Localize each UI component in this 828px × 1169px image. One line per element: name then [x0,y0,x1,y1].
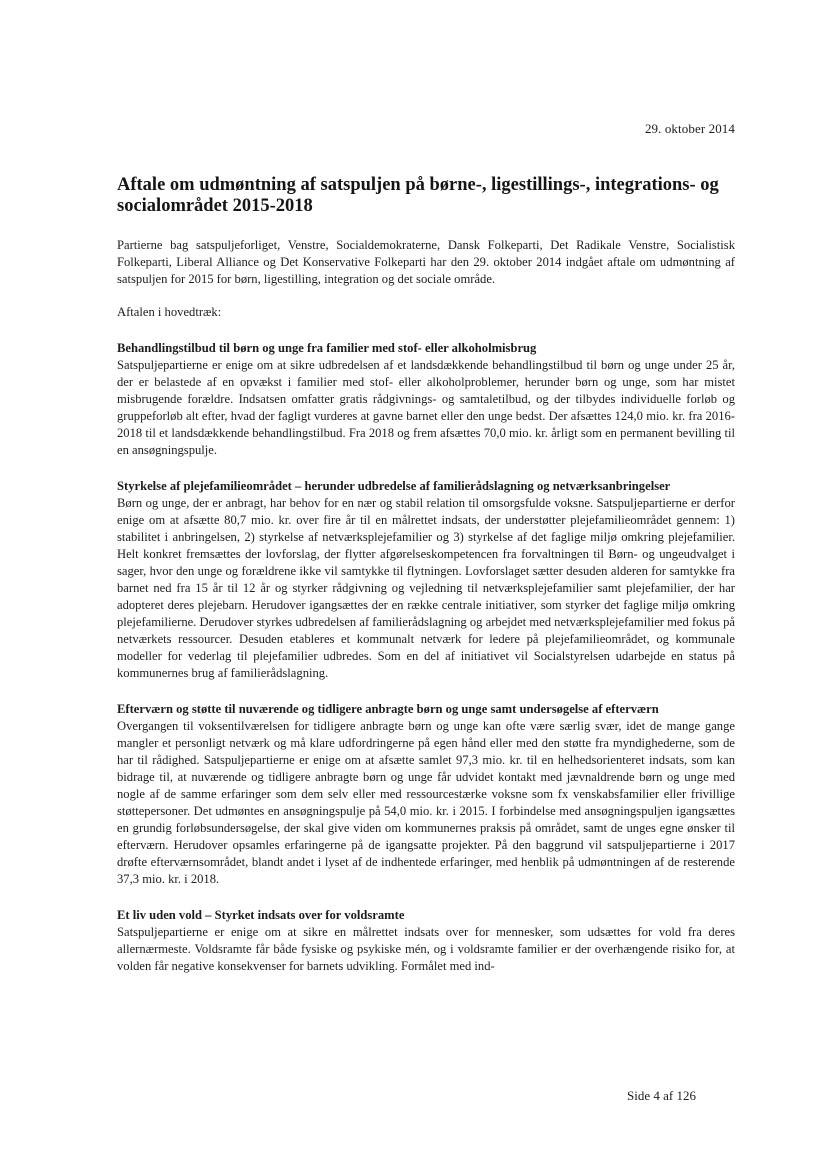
summary-lead: Aftalen i hovedtræk: [117,305,222,319]
section-aftercare [117,701,735,888]
section-substance-abuse-treatment [117,340,735,459]
section-heading: Efterværn og støtte til nuværende og tidligere anbragte børn og unge samt undersøgelse af efterværn [117,702,659,716]
document-title: Aftale om udmøntning af satspuljen på børne-, ligestillings-, integrations- og socialområdet 2015-2018 [117,175,719,216]
page-number: Side 4 af 126 [627,1088,696,1103]
section-life-without-violence [117,907,735,975]
section-body: Børn og unge, der er anbragt, har behov for en nær og stabil relation til omsorgsfulde voksne. Satspuljepartierne er derfor enige om at afsætte 80,7 mio. kr. over fire år til en målrettet indsats, der understøtter plejefamilieområdet gennem: 1) stabilitet i anbringelsen, 2) styrkelse af netværksplejefamilier og 3) styrkelse af det faglige miljø omkring plejefamilier. Helt konkret fremsættes der lovforslag, der flytter afgørelseskompetencen fra forvaltningen til Børn- og ungeudvalget i sager, hvor den unge og forældrene ikke vil samtykke til flytningen. Lovforslaget sætter desuden alderen for samtykke fra barnet ned fra 15 år til 12 år og styrker rådgivning og vejledning til netværksplejefamilier samt plejefamilier, der har adopteret deres plejebarn. Herudover igangsættes der en række centrale initiativer, som styrker det faglige miljø omkring plejefamilierne. Derudover styrkes udbredelsen af familierådslagning og arbejdet med netværksplejefamilier med fokus på netværkets ressourcer. Desuden etableres et kommunalt netværk for ledere på plejefamilieområdet, og kommunale modeller for vederlag til plejefamilier udbredes. Som en del af initiativet vil Socialstyrelsen udarbejde en status på kommunernes brug af familierådslagning. [117,496,735,680]
section-foster-family-area [117,478,735,682]
document-date: 29. oktober 2014 [644,121,735,136]
intro-paragraph: Partierne bag satspuljeforliget, Venstre, Socialdemokraterne, Dansk Folkeparti, Det Radikale Venstre, Socialistisk Folkeparti, Liberal Alliance og Det Konservative Folkeparti har den 29. oktober 2014 indgået aftale om udmøntning af satspuljen for 2015 for børn, ligestilling, integration og det sociale område. [117,238,735,286]
section-heading: Et liv uden vold – Styrket indsats over for voldsramte [117,908,405,922]
section-body: Satspuljepartierne er enige om at sikre udbredelsen af et landsdækkende behandlingstilbud til børn og unge under 25 år, der er belastede af en opvækst i familier med stof- eller alkoholproblemer, herunder børn og unge, som har mistet misbrugende forældre. Indsatsen omfatter gratis rådgivnings- og samtaletilbud, og der tilbydes individuelle forløb og gruppeforløb alt efter, hvad der fagligt vurderes at gavne barnet eller den unge bedst. Der afsættes 124,0 mio. kr. fra 2016-2018 til et landsdækkende behandlingstilbud. Fra 2018 og frem afsættes 70,0 mio. kr. årligt som en permanent bevilling til en ansøgningspulje. [117,358,735,457]
section-body: Overgangen til voksentilværelsen for tidligere anbragte børn og unge kan ofte være særlig svær, idet de mange gange mangler et personligt netværk og må klare udfordringerne på egen hånd eller med den støtte fra myndighederne, som de har til rådighed. Satspuljepartierne er enige om at afsætte samlet 97,3 mio. kr. til en helhedsorienteret indsats, som kan bidrage til, at nuværende og tidligere anbragte børn og unge får udvidet kontakt med jævnaldrende børn og unge med nogle af de samme erfaringer som dem selv eller med ressourcestærke voksne som fx venskabsfamilier eller frivillige støttepersoner. Det udmøntes en ansøgningspulje på 54,0 mio. kr. i 2015. I forbindelse med ansøgningspuljen igangsættes en grundig forløbsundersøgelse, der skal give viden om kommunernes praksis på området, samt de unges egne ønsker til efterværn. Herudover opsamles erfaringerne på de igangsatte projekter. På den baggrund vil satspuljepartierne i 2017 drøfte efterværnsområdet, blandt andet i lyset af de indhentede erfaringer, med henblik på udmøntningen af de resterende 37,3 mio. kr. i 2018. [117,719,735,886]
document-body [117,175,735,975]
section-heading: Styrkelse af plejefamilieområdet – herunder udbredelse af familierådslagning og netværksanbringelser [117,479,671,493]
section-heading: Behandlingstilbud til børn og unge fra familier med stof- eller alkoholmisbrug [117,341,537,355]
section-body: Satspuljepartierne er enige om at sikre en målrettet indsats over for mennesker, som udsættes for vold fra deres allernærmeste. Voldsramte får både fysiske og psykiske mén, og i voldsramte familier er der overhængende risiko for, at volden får negative konsekvenser for barnets udvikling. Formålet med ind- [117,925,735,973]
